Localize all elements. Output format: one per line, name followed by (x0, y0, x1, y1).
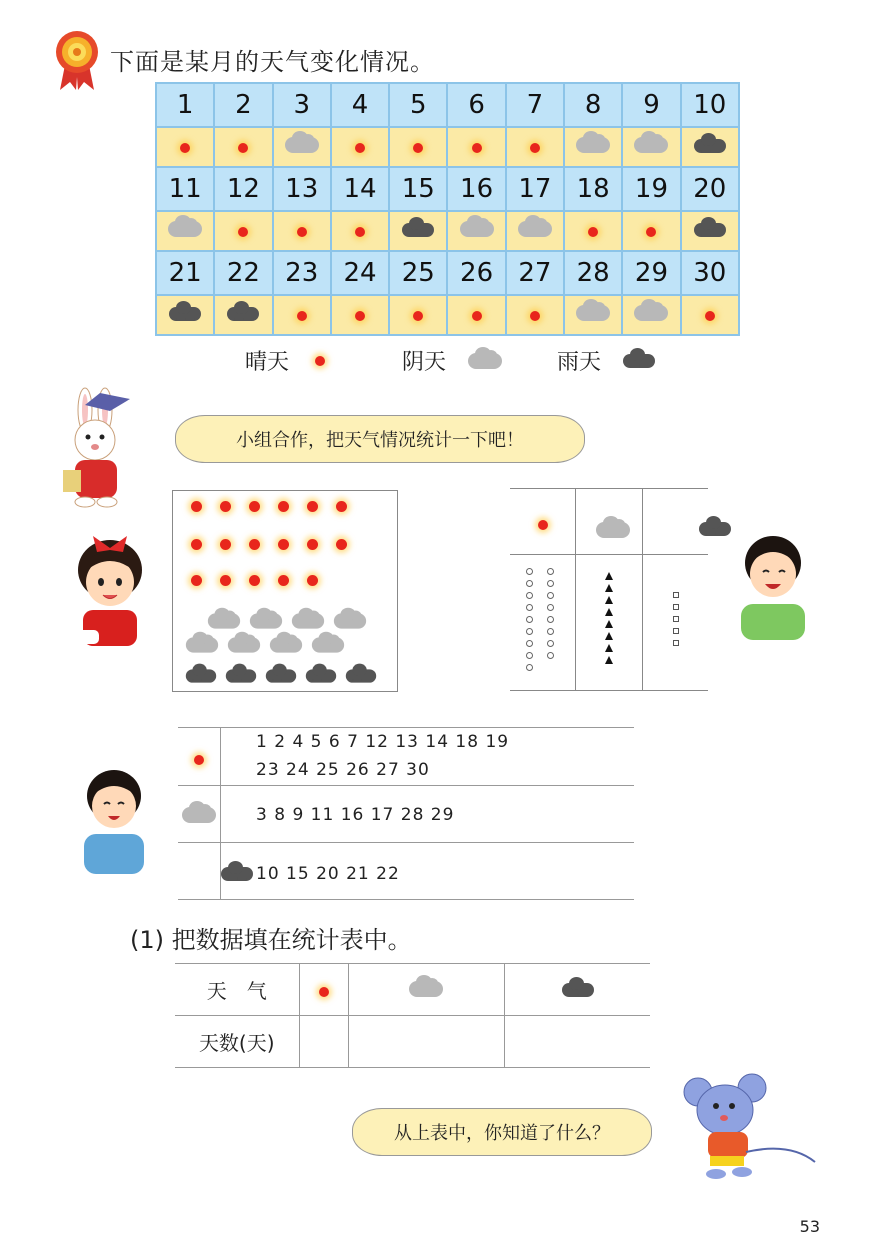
cloud-icon (312, 637, 344, 652)
calendar-day-number: 6 (447, 83, 505, 127)
sun-icon (278, 539, 289, 550)
calendar-weather-cell (564, 211, 622, 251)
square-tally-mark (673, 628, 679, 634)
square-tally-mark (673, 604, 679, 610)
boy-character-blue (80, 762, 148, 874)
sun-icon (191, 575, 202, 586)
calendar-day-number: 28 (564, 251, 622, 295)
calendar-weather-cell (156, 127, 214, 167)
speech-bubble-mouse: 从上表中，你知道了什么？ (352, 1108, 652, 1156)
calendar-weather-cell (331, 211, 389, 251)
sun-icon (538, 520, 548, 530)
cloud-icon (292, 613, 324, 628)
triangle-tally-mark (605, 584, 613, 592)
cloud-icon (168, 221, 202, 237)
calendar-day-number: 27 (506, 251, 564, 295)
cloud-icon (208, 613, 240, 628)
calendar-weather-cell (273, 211, 331, 251)
square-tally-mark (673, 640, 679, 646)
sun-icon (472, 143, 482, 153)
triangle-tally-mark (605, 656, 613, 664)
cloud-icon (334, 613, 366, 628)
triangle-tally-mark (605, 608, 613, 616)
girl-character (65, 530, 155, 648)
rain-cloud-icon (227, 307, 259, 321)
calendar-day-number: 23 (273, 251, 331, 295)
sun-icon (220, 575, 231, 586)
circle-tally-mark (526, 604, 533, 611)
calendar-day-number: 18 (564, 167, 622, 211)
calendar-day-number: 29 (622, 251, 680, 295)
cloud-icon (634, 305, 668, 321)
sun-icon (297, 227, 307, 237)
sun-icon (307, 501, 318, 512)
weather-label: 天 气 (175, 964, 299, 1016)
calendar-weather-cell (214, 211, 272, 251)
legend-cloudy (402, 345, 502, 376)
cloud-icon (634, 137, 668, 153)
rabbit-character (55, 385, 140, 510)
triangle-tally-mark (605, 644, 613, 652)
sun-icon (249, 539, 260, 550)
calendar-day-number: 19 (622, 167, 680, 211)
circle-tally-mark (547, 592, 554, 599)
pictograph-chart (172, 490, 398, 692)
sun-icon (191, 501, 202, 512)
rain-cloud-icon (306, 669, 336, 682)
cloud-icon (409, 981, 443, 997)
square-tally-mark (673, 616, 679, 622)
cloud-icon (182, 807, 216, 823)
sun-icon (180, 143, 190, 153)
rain-cloud-icon (694, 139, 726, 153)
sunny-days-line2: 23 24 25 26 27 30 (256, 760, 430, 780)
circle-tally-mark (547, 616, 554, 623)
calendar-weather-cell (331, 295, 389, 335)
rain-cloud-icon (623, 354, 655, 368)
legend-rainy-label: 雨天 (557, 350, 602, 375)
sun-icon (194, 755, 204, 765)
rain-cloud-icon (226, 669, 256, 682)
calendar-day-number: 4 (331, 83, 389, 127)
sun-icon (220, 501, 231, 512)
legend-rainy (557, 345, 655, 376)
calendar-weather-cell (506, 295, 564, 335)
legend-cloudy-label: 阴天 (402, 350, 447, 375)
calendar-weather-cell (214, 295, 272, 335)
circle-tally-mark (547, 580, 554, 587)
sun-icon (278, 575, 289, 586)
sun-icon (413, 143, 423, 153)
triangle-tally-mark (605, 632, 613, 640)
calendar-weather-cell (447, 127, 505, 167)
calendar-day-number: 5 (389, 83, 447, 127)
circle-tally-mark (526, 664, 533, 671)
rain-cloud-icon (699, 522, 731, 536)
calendar-weather-cell (564, 295, 622, 335)
circle-tally-mark (526, 580, 533, 587)
rain-cloud-icon (186, 669, 216, 682)
calendar-weather-cell (214, 127, 272, 167)
circle-tally-mark (547, 604, 554, 611)
calendar-weather-cell (156, 295, 214, 335)
sun-icon (220, 539, 231, 550)
cloud-icon (228, 637, 260, 652)
calendar-weather-cell (681, 211, 739, 251)
calendar-day-number: 3 (273, 83, 331, 127)
calendar-day-number: 7 (506, 83, 564, 127)
sun-icon (307, 539, 318, 550)
cloud-icon (460, 221, 494, 237)
sun-icon (472, 311, 482, 321)
calendar-day-number: 20 (681, 167, 739, 211)
legend-sunny (245, 345, 325, 376)
statistics-table (175, 963, 650, 1068)
circle-tally-mark (547, 628, 554, 635)
calendar-weather-cell (389, 127, 447, 167)
cloud-icon (186, 637, 218, 652)
calendar-day-number: 9 (622, 83, 680, 127)
calendar-day-number: 14 (331, 167, 389, 211)
sun-icon (530, 311, 540, 321)
calendar-day-number: 15 (389, 167, 447, 211)
calendar-day-number: 10 (681, 83, 739, 127)
calendar-weather-cell (681, 127, 739, 167)
sun-icon (705, 311, 715, 321)
days-label: 天数(天) (175, 1016, 299, 1068)
square-tally-mark (673, 592, 679, 598)
circle-tally-mark (526, 616, 533, 623)
sun-icon (588, 227, 598, 237)
sunny-count-cell[interactable] (299, 1016, 348, 1068)
sun-icon (249, 575, 260, 586)
cloud-icon (596, 522, 630, 538)
rain-cloud-icon (169, 307, 201, 321)
sun-icon (297, 311, 307, 321)
calendar-weather-cell (389, 211, 447, 251)
tally-table (510, 488, 708, 691)
rain-cloud-icon (402, 223, 434, 237)
cloud-icon (270, 637, 302, 652)
speech-bubble-rabbit: 小组合作，把天气情况统计一下吧！ (175, 415, 585, 463)
calendar-weather-cell (622, 127, 680, 167)
sun-icon (249, 501, 260, 512)
circle-tally-mark (526, 652, 533, 659)
cloud-icon (576, 305, 610, 321)
calendar-weather-cell (506, 127, 564, 167)
rain-cloud-icon (562, 983, 594, 997)
calendar-weather-cell (273, 127, 331, 167)
cloud-icon (250, 613, 282, 628)
sun-icon (315, 356, 325, 366)
sun-icon (355, 311, 365, 321)
triangle-tally-mark (605, 620, 613, 628)
sun-icon (278, 501, 289, 512)
circle-tally-mark (547, 568, 554, 575)
calendar-day-number: 26 (447, 251, 505, 295)
sun-icon (355, 143, 365, 153)
calendar-weather-cell (447, 295, 505, 335)
sun-icon (307, 575, 318, 586)
sun-icon (336, 501, 347, 512)
calendar-weather-cell (622, 211, 680, 251)
cloud-icon (285, 137, 319, 153)
legend-sunny-label: 晴天 (245, 350, 290, 375)
sun-icon (336, 539, 347, 550)
calendar-weather-cell (564, 127, 622, 167)
sun-icon (355, 227, 365, 237)
calendar-day-number: 16 (447, 167, 505, 211)
rainy-days-line: 10 15 20 21 22 (256, 864, 400, 884)
sun-icon (238, 143, 248, 153)
cloud-icon (518, 221, 552, 237)
circle-tally-mark (547, 652, 554, 659)
sun-icon (413, 311, 423, 321)
calendar-weather-cell (156, 211, 214, 251)
rain-cloud-icon (221, 867, 253, 881)
circle-tally-mark (526, 628, 533, 635)
calendar-weather-cell (681, 295, 739, 335)
boy-character-green (735, 528, 810, 640)
cloud-icon (576, 137, 610, 153)
calendar-day-number: 12 (214, 167, 272, 211)
sun-icon (191, 539, 202, 550)
calendar-day-number: 11 (156, 167, 214, 211)
triangle-tally-mark (605, 572, 613, 580)
circle-tally-mark (526, 592, 533, 599)
rosette-icon (52, 30, 102, 92)
sunny-days-line1: 1 2 4 5 6 7 12 13 14 18 19 (256, 732, 510, 752)
calendar-day-number: 8 (564, 83, 622, 127)
cloud-icon (468, 353, 502, 369)
calendar-weather-cell (273, 295, 331, 335)
calendar-weather-cell (331, 127, 389, 167)
calendar-day-number: 30 (681, 251, 739, 295)
circle-tally-mark (526, 568, 533, 575)
cloudy-days-line: 3 8 9 11 16 17 28 29 (256, 805, 455, 825)
weather-calendar (155, 82, 740, 336)
question-1: (1) 把数据填在统计表中。 (130, 926, 412, 954)
rainy-count-cell[interactable] (505, 1016, 650, 1068)
page-number: 53 (799, 1217, 820, 1236)
calendar-weather-cell (389, 295, 447, 335)
page-title: 下面是某月的天气变化情况。 (110, 48, 435, 76)
cloudy-count-cell[interactable] (348, 1016, 504, 1068)
calendar-day-number: 25 (389, 251, 447, 295)
calendar-weather-cell (622, 295, 680, 335)
calendar-day-number: 22 (214, 251, 272, 295)
calendar-day-number: 1 (156, 83, 214, 127)
calendar-day-number: 13 (273, 167, 331, 211)
rain-cloud-icon (346, 669, 376, 682)
calendar-day-number: 24 (331, 251, 389, 295)
mouse-character (680, 1072, 820, 1182)
calendar-day-number: 2 (214, 83, 272, 127)
triangle-tally-mark (605, 596, 613, 604)
sun-icon (319, 987, 329, 997)
rain-cloud-icon (694, 223, 726, 237)
calendar-day-number: 21 (156, 251, 214, 295)
calendar-weather-cell (447, 211, 505, 251)
sun-icon (238, 227, 248, 237)
circle-tally-mark (547, 640, 554, 647)
calendar-day-number: 17 (506, 167, 564, 211)
data-list-table (178, 727, 634, 899)
rain-cloud-icon (266, 669, 296, 682)
circle-tally-mark (526, 640, 533, 647)
sun-icon (646, 227, 656, 237)
calendar-weather-cell (506, 211, 564, 251)
sun-icon (530, 143, 540, 153)
